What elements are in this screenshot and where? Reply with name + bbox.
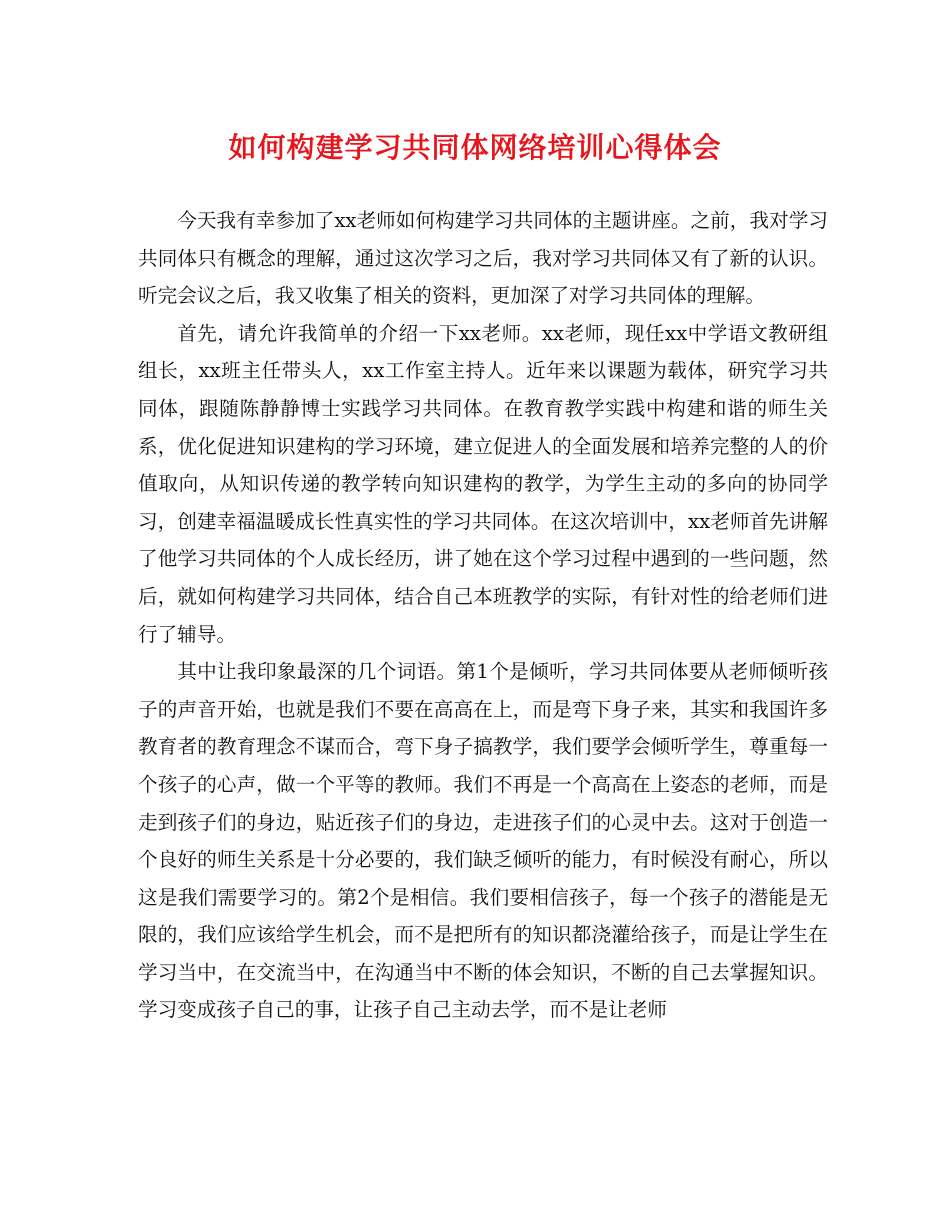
- paragraph-2: 首先，请允许我简单的介绍一下xx老师。xx老师，现任xx中学语文教研组组长，xx班主任带头人，xx工作室主持人。近年来以课题为载体，研究学习共同体，跟随陈静静博士实践学习共同体。在教育教学实践中构建和谐的师生关系，优化促进知识建构的学习环境，建立促进人的全面发展和培养完整的人的价值取向，从知识传递的教学转向知识建构的教学，为学生主动的多向的协同学习，创建幸福温暖成长性真实性的学习共同体。在这次培训中，xx老师首先讲解了他学习共同体的个人成长经历，讲了她在这个学习过程中遇到的一些问题，然后，就如何构建学习共同体，结合自己本班教学的实际，有针对性的给老师们进行了辅导。: [138, 321, 828, 646]
- paragraph-1: 今天我有幸参加了xx老师如何构建学习共同体的主题讲座。之前，我对学习共同体只有概念的理解，通过这次学习之后，我对学习共同体又有了新的认识。听完会议之后，我又收集了相关的资料，更加深了对学习共同体的理解。: [138, 209, 828, 308]
- document-body: [138, 202, 828, 1029]
- paragraph-3: 其中让我印象最深的几个词语。第1个是倾听，学习共同体要从老师倾听孩子的声音开始，也就是我们不要在高高在上，而是弯下身子来，其实和我国许多教育者的教育理念不谋而合，弯下身子搞教学，我们要学会倾听学生，尊重每一个孩子的心声，做一个平等的教师。我们不再是一个高高在上姿态的老师，而是走到孩子们的身边，贴近孩子们的身边，走进孩子们的心灵中去。这对于创造一个良好的师生关系是十分必要的，我们缺乏倾听的能力，有时候没有耐心，所以这是我们需要学习的。第2个是相信。我们要相信孩子，每一个孩子的潜能是无限的，我们应该给学生机会，而不是把所有的知识都浇灌给孩子，而是让学生在学习当中，在交流当中，在沟通当中不断的体会知识，不断的自己去掌握知识。学习变成孩子自己的事，让孩子自己主动去学，而不是让老师: [138, 660, 828, 1022]
- document-title: 如何构建学习共同体网络培训心得体会: [228, 131, 722, 164]
